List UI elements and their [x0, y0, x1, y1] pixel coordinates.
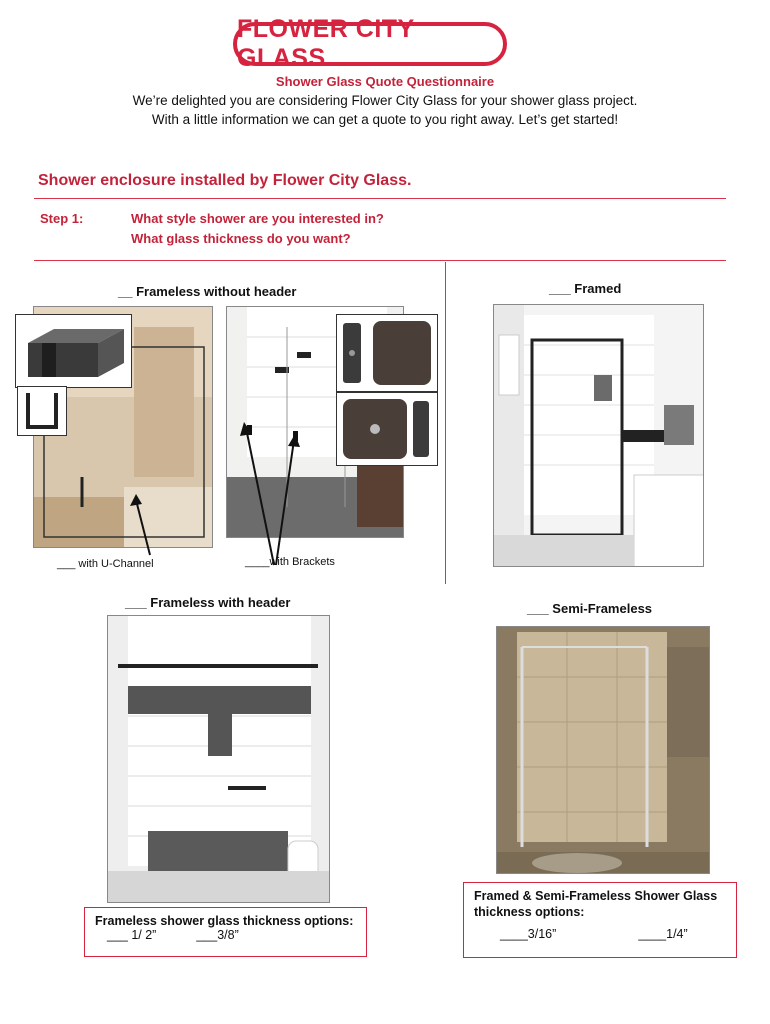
frameless-header-shower-photo — [107, 615, 330, 903]
step-question-thickness: What glass thickness do you want? — [131, 231, 351, 246]
framed-shower-photo — [493, 304, 704, 567]
framed-thickness-option-1-4[interactable]: ____1/4” — [638, 927, 688, 941]
frameless-thickness-option-three-eighths[interactable]: ___3/8” — [196, 928, 239, 942]
frameless-thickness-title: Frameless shower glass thickness options: — [95, 914, 354, 928]
u-channel-section-icon — [17, 386, 67, 436]
framed-thickness-title-2: thickness options: — [474, 905, 585, 919]
step-question-style: What style shower are you interested in? — [131, 211, 384, 226]
option-semi-frameless[interactable]: ___ Semi-Frameless — [527, 601, 653, 616]
option-frameless-no-header[interactable]: __ Frameless without header — [118, 284, 297, 299]
u-channel-profile-icon — [15, 314, 132, 388]
framed-thickness-option-3-16[interactable]: ____3/16” — [500, 927, 557, 941]
bracket-detail-1-icon — [336, 314, 438, 392]
brackets-arrow-icon — [236, 420, 306, 570]
step-label: Step 1: — [40, 211, 84, 226]
bracket-detail-2-icon — [336, 392, 438, 466]
section-title: Shower enclosure installed by Flower City Glass. — [38, 172, 412, 189]
frameless-thickness-option-half[interactable]: ___ 1/ 2” — [107, 928, 157, 942]
framed-thickness-title-1: Framed & Semi-Frameless Shower Glass — [474, 889, 718, 903]
section-rule — [34, 198, 726, 199]
intro-line-1: We’re delighted you are considering Flower City Glass for your shower glass project. — [132, 93, 638, 108]
option-framed[interactable]: ___ Framed — [549, 281, 622, 296]
framed-thickness-box — [463, 882, 737, 958]
u-channel-arrow-icon — [120, 490, 160, 560]
frameless-thickness-box — [84, 907, 367, 957]
column-divider — [445, 262, 446, 584]
questionnaire-title: Shower Glass Quote Questionnaire — [275, 74, 495, 89]
option-u-channel[interactable]: ___ with U-Channel — [57, 558, 154, 570]
option-brackets[interactable]: ____with Brackets — [245, 556, 335, 568]
semi-frameless-shower-photo — [496, 626, 710, 874]
company-logo — [233, 15, 507, 72]
option-frameless-with-header[interactable]: ___ Frameless with header — [125, 595, 291, 610]
intro-line-2: With a little information we can get a quote to you right away. Let’s get started! — [151, 112, 619, 127]
logo-text: FLOWER CITY GLASS — [237, 15, 415, 72]
step-rule — [34, 260, 726, 261]
